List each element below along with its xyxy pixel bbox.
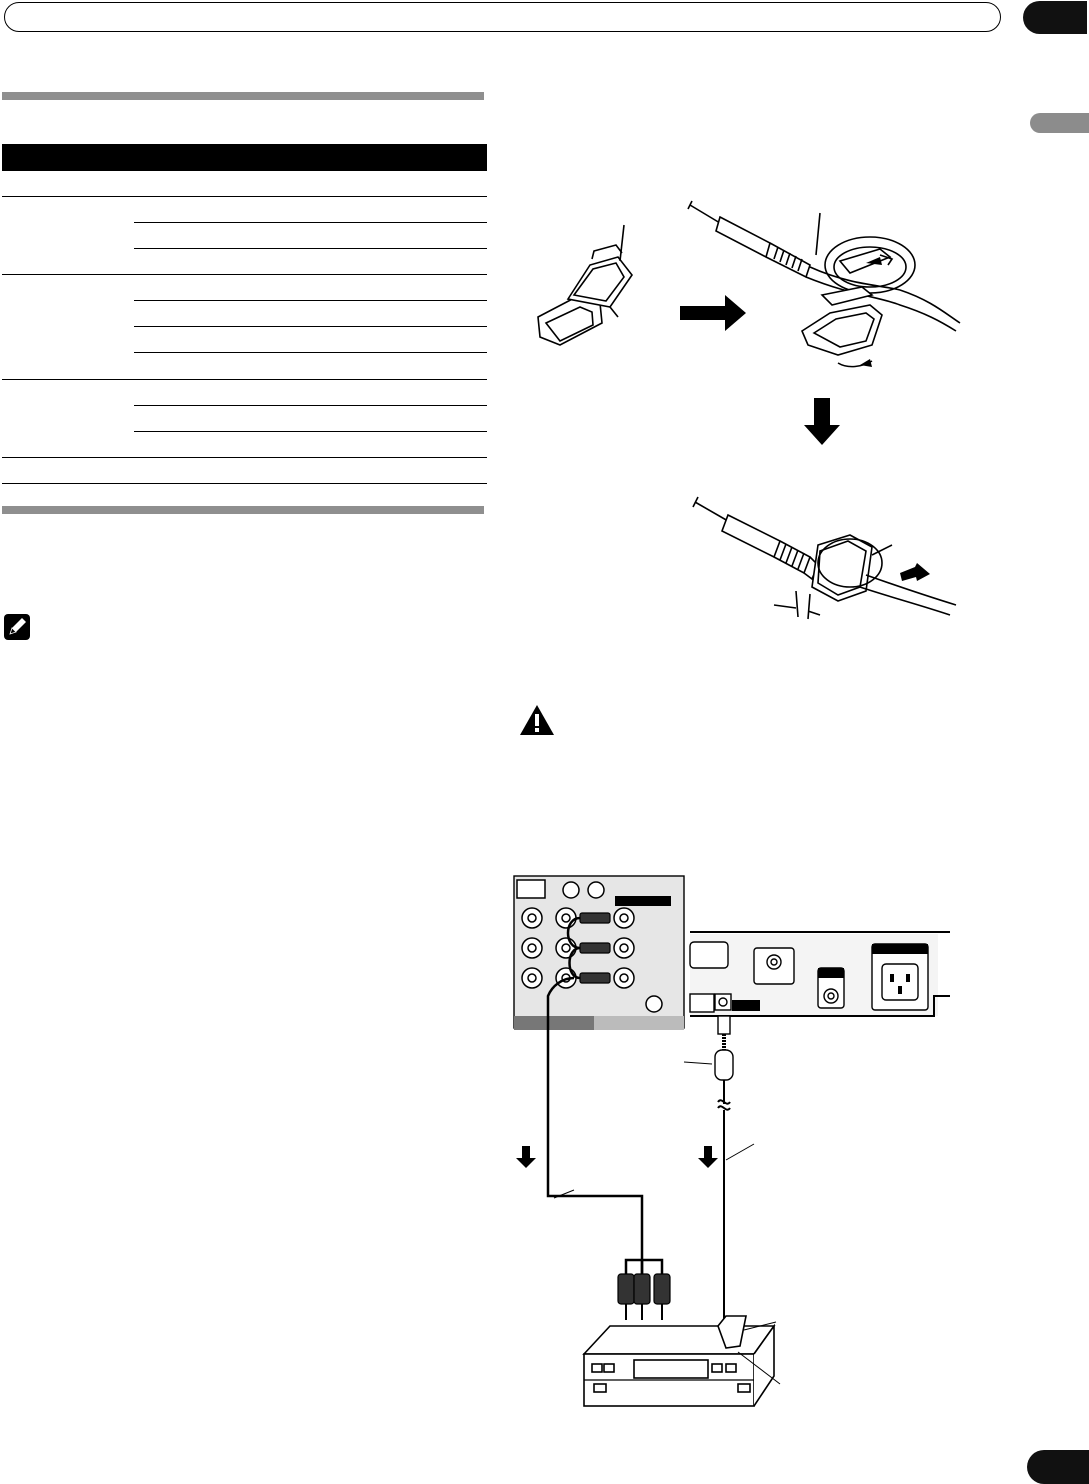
table-row-divider — [2, 274, 487, 275]
table-row-divider — [2, 196, 487, 197]
language-tab — [1030, 113, 1089, 133]
table-row-divider — [134, 326, 487, 327]
chapter-number-tab — [1023, 1, 1087, 34]
table-header-row — [2, 144, 487, 171]
page-number-tab — [1027, 1450, 1089, 1484]
note-icon — [4, 614, 30, 640]
table-row-divider — [134, 300, 487, 301]
caution-icon — [519, 704, 555, 736]
table-row-divider — [134, 431, 487, 432]
section-heading-bar — [2, 506, 484, 514]
table-row-divider — [134, 222, 487, 223]
ferrite-core-figure — [520, 195, 970, 625]
table-row-divider — [2, 457, 487, 458]
header-title-bar — [4, 2, 1001, 32]
table-row-divider — [2, 379, 487, 380]
table-row-divider — [134, 405, 487, 406]
section-heading-bar — [2, 92, 484, 100]
table-row-divider — [2, 483, 487, 484]
table-row-divider — [134, 352, 487, 353]
g-link-connection-figure — [514, 876, 954, 1406]
table-row-divider — [134, 248, 487, 249]
